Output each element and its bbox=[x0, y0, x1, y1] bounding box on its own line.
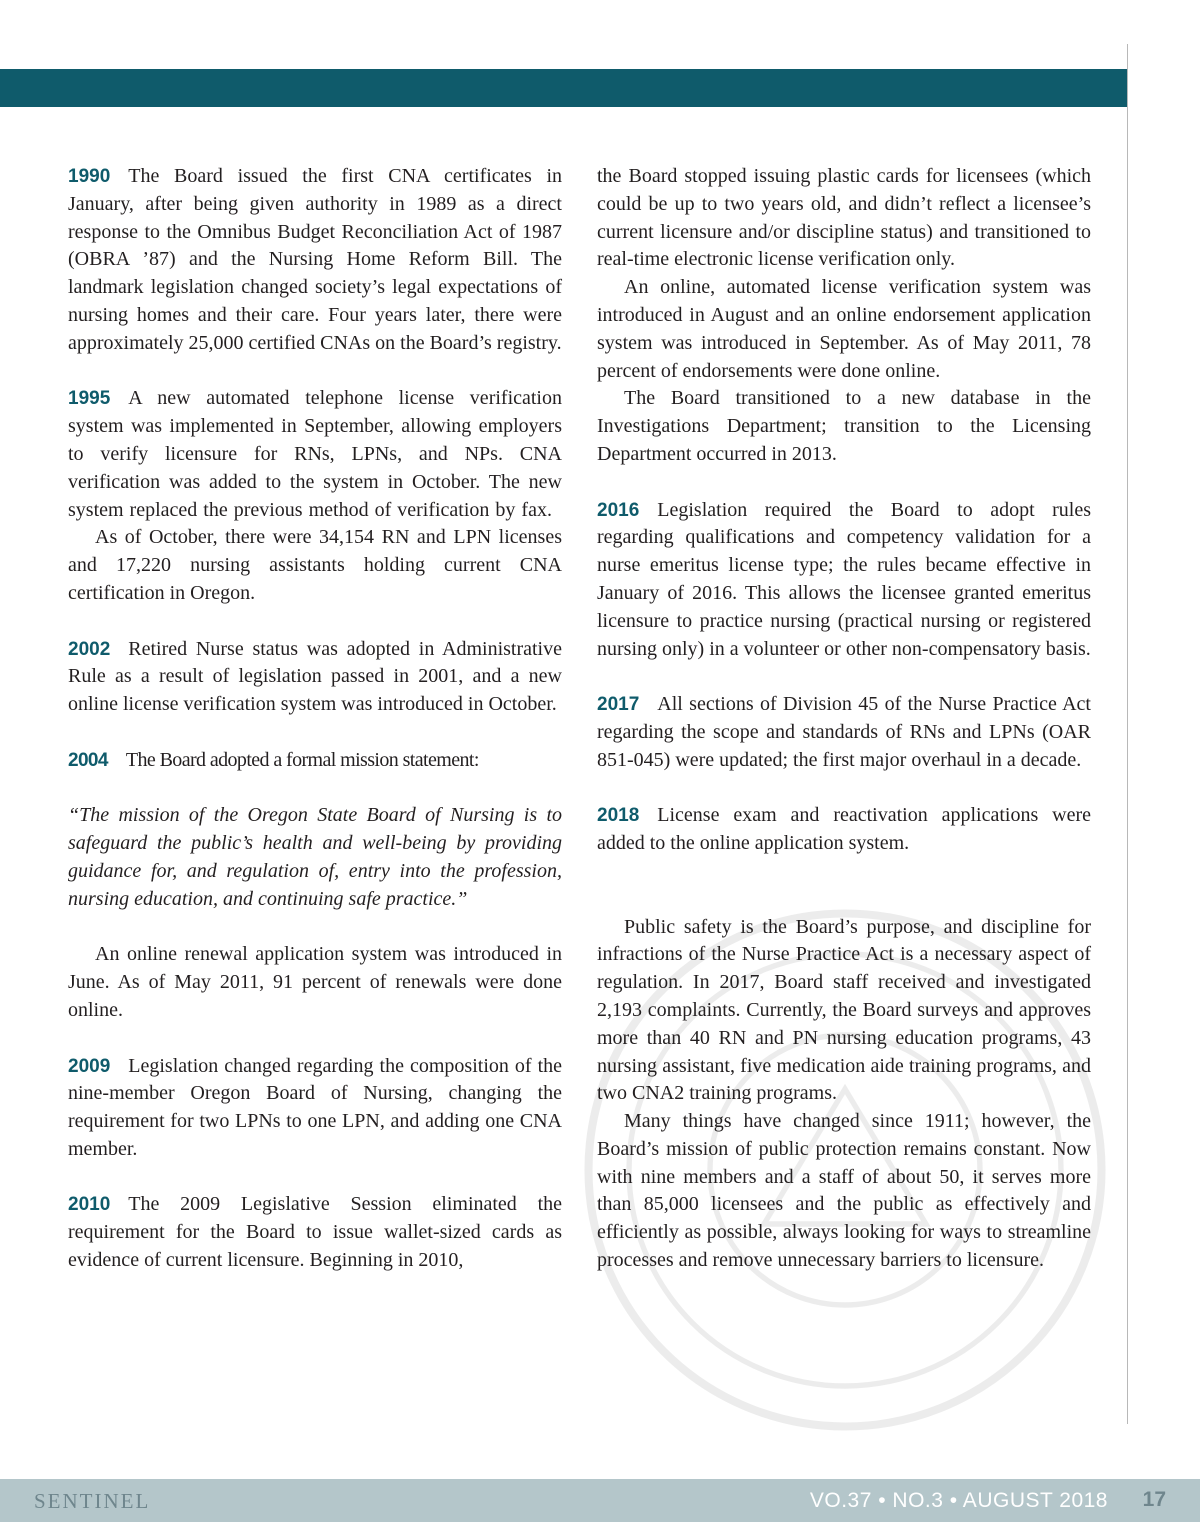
entry-text: An online renewal application system was introduced in June. As of May 2011, 91 percent of renewals were done online. bbox=[68, 943, 562, 1021]
paragraph bbox=[597, 274, 1091, 385]
entry-2010 bbox=[68, 1191, 562, 1274]
left-column bbox=[68, 163, 562, 1275]
year-label: 2009 bbox=[68, 1055, 111, 1077]
entry-1995 bbox=[68, 385, 562, 524]
entry-text: License exam and reactivation applications were added to the online application system. bbox=[597, 804, 1091, 855]
paragraph bbox=[597, 914, 1091, 1109]
year-label: 2016 bbox=[597, 499, 640, 521]
entry-text: The Board issued the first CNA certificates in January, after being given authority in 1989 as a direct response to the Omnibus Budget Reconciliation Act of 1987 (OBRA ’87) and the Nursing Home Reform Bill. The landmark legislation changed society’s legal expectations of nursing homes and their care. Four years later, there were approximately 25,000 certified CNAs on the Board’s registry. bbox=[68, 165, 562, 354]
paragraph bbox=[68, 941, 562, 1024]
page-number: 17 bbox=[1142, 1488, 1166, 1511]
header-band bbox=[0, 69, 1128, 107]
entry-2002 bbox=[68, 636, 562, 719]
year-label: 2002 bbox=[68, 638, 111, 660]
entry-text: The Board adopted a formal mission statement: bbox=[125, 748, 479, 771]
entry-text: Retired Nurse status was adopted in Administrative Rule as a result of legislation passed in 2001, and a new online license verification system was introduced in October. bbox=[68, 637, 562, 716]
paragraph bbox=[68, 524, 562, 607]
entry-2009 bbox=[68, 1053, 562, 1164]
year-label: 2017 bbox=[597, 694, 640, 716]
paragraph bbox=[597, 163, 1091, 274]
entry-text: As of October, there were 34,154 RN and LPN licenses and 17,220 nursing assistants holding current CNA certification in Oregon. bbox=[68, 526, 562, 604]
entry-text: Legislation changed regarding the composition of the nine-member Oregon Board of Nursing, changing the requirement for two LPNs to one LPN, and adding one CNA member. bbox=[68, 1054, 562, 1160]
paragraph bbox=[597, 1108, 1091, 1275]
footer-bar bbox=[0, 1479, 1200, 1522]
entry-text: the Board stopped issuing plastic cards for licensees (which could be up to two years old, and didn’t reflect a licensee’s current licensure and/or discipline status) and transitioned to real-time electronic license verification only. bbox=[597, 165, 1091, 271]
entry-1990 bbox=[68, 163, 562, 358]
entry-text: All sections of Division 45 of the Nurse Practice Act regarding the scope and standards of RNs and LPNs (OAR 851-045) were updated; the first major overhaul in a decade. bbox=[597, 693, 1091, 771]
page-edge-rule bbox=[1127, 44, 1128, 1424]
year-label: 2018 bbox=[597, 805, 640, 827]
paragraph bbox=[597, 385, 1091, 468]
year-label: 1995 bbox=[68, 388, 111, 410]
entry-text: Public safety is the Board’s purpose, and discipline for infractions of the Nurse Practice Act is a necessary aspect of regulation. In 2017, Board staff received and investigated 2,193 complaints. Currently, the Board surveys and approves more than 40 RN and PN nursing education programs, 43 nursing assistant, five medication aide training programs, and two CNA2 training programs. bbox=[597, 915, 1091, 1105]
mission-statement bbox=[68, 802, 562, 913]
issue-info: VO.37 • NO.3 • AUGUST 2018 bbox=[809, 1489, 1108, 1512]
year-label: 2004 bbox=[68, 749, 108, 771]
right-column bbox=[597, 163, 1091, 1275]
entry-2004 bbox=[68, 747, 562, 775]
entry-2018 bbox=[597, 802, 1091, 858]
entry-2017 bbox=[597, 691, 1091, 774]
entry-text: An online, automated license verification system was introduced in August and an online endorsement application system was introduced in September. As of May 2011, 78 percent of endorsements were done online. bbox=[597, 276, 1091, 382]
entry-text: “The mission of the Oregon State Board of Nursing is to safeguard the public’s health and well-being by providing guidance for, and regulation of, entry into the profession, nursing education, and continuing safe practice.” bbox=[68, 804, 562, 910]
year-label: 1990 bbox=[68, 166, 111, 187]
entry-text: Legislation required the Board to adopt rules regarding qualifications and competency validation for a nurse emeritus license type; the rules became effective in January of 2016. This allows the licensee granted emeritus licensure to practice nursing (practical nursing or registered nursing only) in a volunteer or other non-compensatory basis. bbox=[597, 498, 1091, 660]
entry-text: The Board transitioned to a new database in the Investigations Department; transition to the Licensing Department occurred in 2013. bbox=[597, 387, 1091, 465]
entry-2016 bbox=[597, 497, 1091, 664]
entry-text: Many things have changed since 1911; however, the Board’s mission of public protection remains constant. Now with nine members and a staff of about 50, it serves more than 85,000 licensees and the public as effectively and efficiently as possible, always looking for ways to streamline processes and remove unnecessary barriers to licensure. bbox=[597, 1110, 1091, 1272]
publication-name: SENTINEL bbox=[34, 1489, 151, 1513]
entry-text: The 2009 Legislative Session eliminated the requirement for the Board to issue wallet-sized cards as evidence of current licensure. Beginning in 2010, bbox=[68, 1193, 562, 1272]
year-label: 2010 bbox=[68, 1194, 111, 1216]
entry-text: A new automated telephone license verification system was implemented in September, allowing employers to verify licensure for RNs, LPNs, and NPs. CNA verification was added to the system in October. The new system replaced the previous method of verification by fax. bbox=[68, 387, 562, 521]
